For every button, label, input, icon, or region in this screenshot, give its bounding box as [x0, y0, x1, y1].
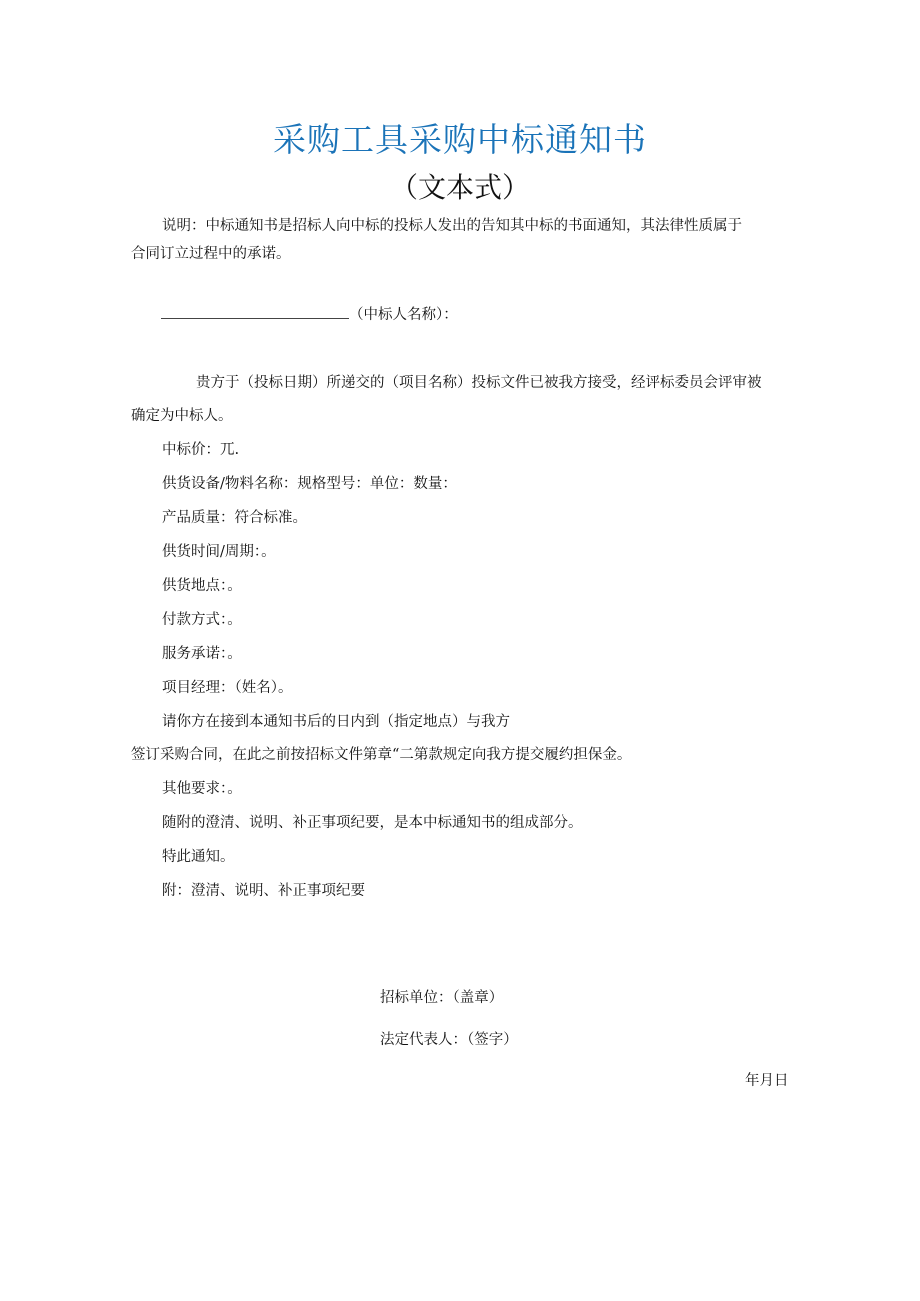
body-line-1: 贵方于（投标日期）所递交的（项目名称）投标文件已被我方接受，经评标委员会评审被 — [196, 375, 762, 391]
appendix-line: 附：澄清、说明、补正事项纪要 — [162, 883, 365, 899]
note-line-1: 说明：中标通知书是招标人向中标的投标人发出的告知其中标的书面通知，其法律性质属于 — [162, 218, 742, 234]
request-line-1: 请你方在接到本通知书后的日内到（指定地点）与我方 — [162, 714, 510, 730]
payment-line: 付款方式：。 — [162, 612, 242, 628]
date-line: 年月日 — [745, 1073, 789, 1089]
quality-line: 产品质量：符合标准。 — [162, 510, 307, 526]
attached-note-line: 随附的澄清、说明、补正事项纪要，是本中标通知书的组成部分。 — [162, 815, 583, 831]
price-line: 中标价：兀. — [162, 442, 240, 458]
period-line: 供货时间/周期：。 — [162, 544, 276, 560]
legal-rep-line: 法定代表人：（签字） — [380, 1032, 518, 1048]
body-line-2: 确定为中标人。 — [131, 408, 233, 424]
notice-line: 特此通知。 — [162, 849, 235, 865]
addressee-blank — [161, 304, 349, 319]
addressee-suffix: （中标人名称）： — [349, 307, 458, 323]
addressee-line — [161, 304, 458, 325]
document-subtitle: （文本式） — [389, 171, 530, 204]
goods-line: 供货设备/物料名称：规格型号：单位：数量： — [162, 476, 457, 492]
other-line: 其他要求：。 — [162, 781, 242, 797]
document-title: 采购工具采购中标通知书 — [273, 120, 647, 159]
manager-line: 项目经理：（姓名）。 — [162, 680, 293, 696]
service-line: 服务承诺：。 — [162, 646, 242, 662]
note-line-2: 合同订立过程中的承诺。 — [131, 246, 291, 262]
request-line-2: 签订采购合同，在此之前按招标文件第章“二第款规定向我方提交履约担保金。 — [131, 747, 632, 763]
issuer-line: 招标单位：（盖章） — [380, 990, 504, 1006]
location-line: 供货地点：。 — [162, 578, 242, 594]
